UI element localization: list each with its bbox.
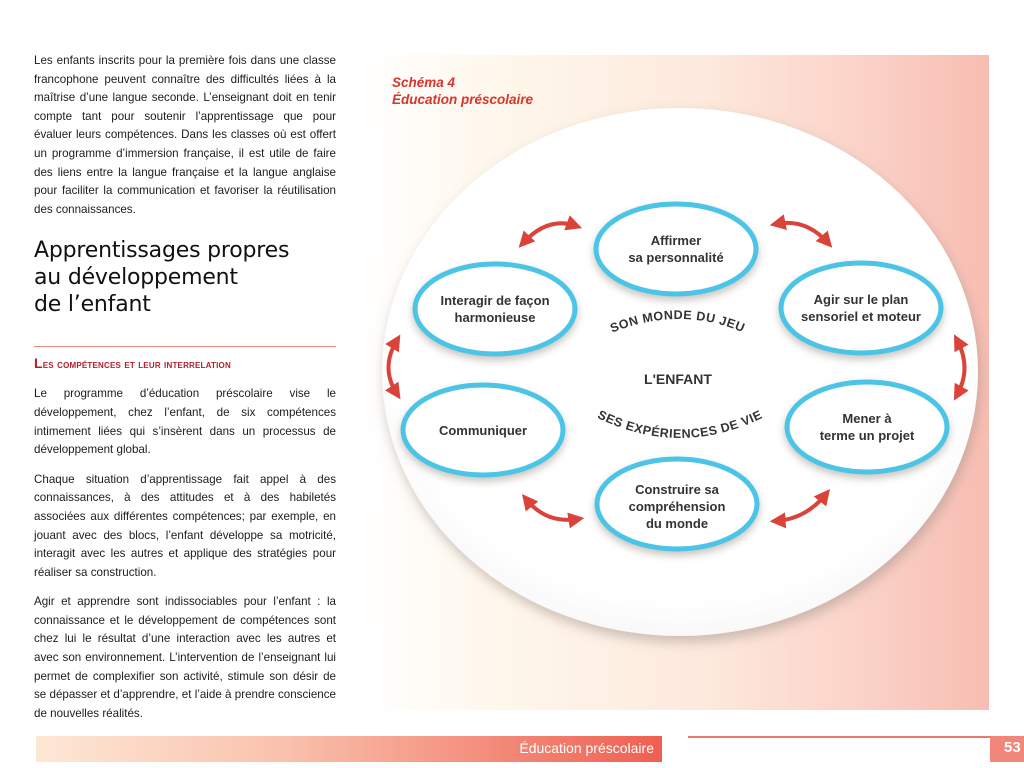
competence-label: du monde: [645, 516, 709, 531]
competence-label: sa personnalité: [628, 250, 724, 265]
paragraph-3: Agir et apprendre sont indissociables pour l’enfant : la connaissance et le développement de compétences sont chez lui le résultat d’une interaction avec les autres et avec son environnement. L’intervention de l’enseignant lui permet de complexifier son activité, stimule son désir de se dépasser et d’apprendre, et l’aide à prendre conscience de nouvelles réalités.: [34, 595, 336, 720]
footer-bar: [36, 736, 662, 762]
subheading-initial: L: [34, 355, 43, 372]
competence-construire: [597, 459, 757, 549]
competence-mener: [787, 382, 947, 472]
title-line-3: de l’enfant: [34, 292, 151, 318]
competence-label: Interagir de façon: [440, 293, 550, 308]
footer-divider: [688, 736, 990, 738]
competence-label: harmonieuse: [454, 310, 536, 325]
competence-label: sensoriel et moteur: [801, 309, 921, 324]
page-number: 53: [1004, 739, 1021, 756]
competence-agir: [781, 263, 941, 353]
competence-label: Mener à: [842, 411, 892, 426]
competence-label: Construire sa: [635, 482, 719, 497]
title-line-2: au développement: [34, 265, 238, 291]
intro-paragraph: Les enfants inscrits pour la première fois dans une classe francophone peuvent connaître des difficultés liées à la maîtrise d’une langue seconde. L’enseignant doit en tenir compte tant pour soutenir l’apprentissage que pour évaluer leurs compétences. Dans les classes où est offert un programme d’immersion française, il est utile de faire des liens entre la langue française et la langue anglaise pour faciliter la communication et favoriser la réutilisation des connaissances.: [34, 54, 336, 216]
arc-bottom-label: SES EXPÉRIENCES DE VIE: [595, 407, 765, 442]
subheading-text: es compétences et leur interrelation: [42, 359, 231, 372]
subheading: [34, 346, 336, 371]
competence-label: terme un projet: [819, 428, 915, 443]
competence-label: Affirmer: [650, 233, 702, 248]
competence-label: Agir sur le plan: [813, 292, 909, 307]
competence-label: compréhension: [628, 499, 726, 514]
schema-subtitle: Éducation préscolaire: [392, 92, 534, 107]
paragraph-2: Chaque situation d’apprentissage fait appel à des connaissances, à des attitudes et à des habiletés associées aux différentes compétences; par exemple, en jouant avec des blocs, l’enfant développe sa motricité, interagit avec les autres et applique des stratégies pour réaliser sa construction.: [34, 472, 336, 579]
competence-label: Communiquer: [438, 423, 528, 438]
footer-title: Éducation préscolaire: [519, 740, 654, 756]
title-line-1: Apprentissages propres: [34, 238, 290, 264]
schema-number: Schéma 4: [392, 75, 456, 90]
competence-affirmer: [596, 204, 756, 294]
competence-diagram: [360, 55, 989, 710]
page-number-box: [990, 736, 1024, 762]
competence-interagir: [415, 264, 575, 354]
center-label: L'ENFANT: [644, 371, 712, 387]
arc-top-label: SON MONDE DU JEU: [608, 307, 748, 336]
left-column: [34, 52, 336, 723]
section-title: [34, 237, 336, 318]
competence-communiquer: [403, 385, 563, 475]
paragraph-1: Le programme d’éducation préscolaire vise le développement, chez l’enfant, de six compétences intimement liées qui s’insèrent dans un processus de développement global.: [34, 387, 336, 457]
